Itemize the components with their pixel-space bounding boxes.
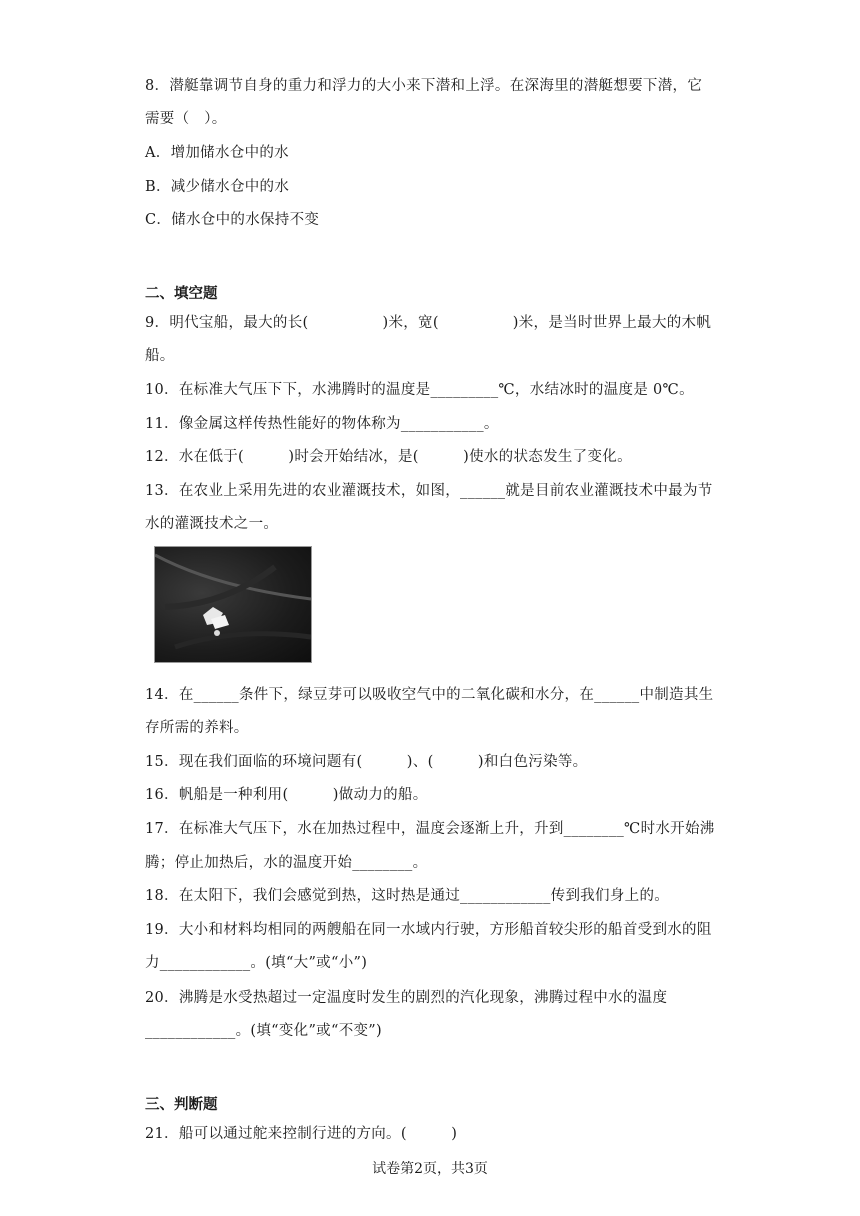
q12: 12．水在低于( )时会开始结冰，是( )使水的状态发生了变化。 <box>145 449 632 465</box>
q20-line1: 20．沸腾是水受热超过一定温度时发生的剧烈的汽化现象，沸腾过程中水的温度 <box>145 990 668 1006</box>
q13-line1: 13．在农业上采用先进的农业灌溉技术，如图，______就是目前农业灌溉技术中最为节 <box>145 483 713 499</box>
q21: 21．船可以通过舵来控制行进的方向。( ) <box>145 1126 458 1142</box>
q19-line2: 力____________。(填“大”或“小”) <box>145 955 368 971</box>
q11: 11．像金属这样传热性能好的物体称为___________。 <box>145 416 499 432</box>
q8-option-c: C．储水仓中的水保持不变 <box>145 212 320 228</box>
q8-stem-line1: 8．潜艇靠调节自身的重力和浮力的大小来下潜和上浮。在深海里的潜艇想要下潜，它 <box>145 78 703 94</box>
q13-line2: 水的灌溉技术之一。 <box>145 516 279 532</box>
q8-option-a: A．增加储水仓中的水 <box>145 145 289 161</box>
drip-irrigation-image <box>155 547 311 662</box>
section-heading-fill-blank: 二、填空题 <box>145 286 218 302</box>
q8-option-b: B．减少储水仓中的水 <box>145 179 290 195</box>
q8-stem-line2: 需要（ ）。 <box>145 111 227 127</box>
q10: 10．在标准大气压下下，水沸腾时的温度是_________℃，水结冰时的温度是 0℃。 <box>145 382 694 398</box>
q17-line1: 17．在标准大气压下，水在加热过程中，温度会逐渐上升，升到________℃时水开始沸 <box>145 821 715 837</box>
section-heading-true-false: 三、判断题 <box>145 1097 218 1113</box>
q9-line2: 船。 <box>145 348 175 364</box>
q14-line2: 存所需的养料。 <box>145 720 249 736</box>
q19-line1: 19．大小和材料均相同的两艘船在同一水域内行驶，方形船首较尖形的船首受到水的阻 <box>145 922 712 938</box>
q15: 15．现在我们面临的环境问题有( )、( )和白色污染等。 <box>145 754 588 770</box>
q16: 16．帆船是一种利用( )做动力的船。 <box>145 787 428 803</box>
q20-line2: ____________。(填“变化”或“不变”) <box>145 1023 382 1039</box>
q17-line2: 腾；停止加热后，水的温度开始________。 <box>145 855 428 871</box>
q9-line1: 9．明代宝船，最大的长( )米，宽( )米，是当时世界上最大的木帆 <box>145 315 712 331</box>
drip-irrigation-photo <box>154 546 312 663</box>
q18: 18．在太阳下，我们会感觉到热，这时热是通过____________传到我们身上的。 <box>145 888 670 904</box>
page-footer: 试卷第2页，共3页 <box>372 1161 488 1177</box>
q14-line1: 14．在______条件下，绿豆芽可以吸收空气中的二氧化碳和水分，在______中制造其生 <box>145 687 714 703</box>
